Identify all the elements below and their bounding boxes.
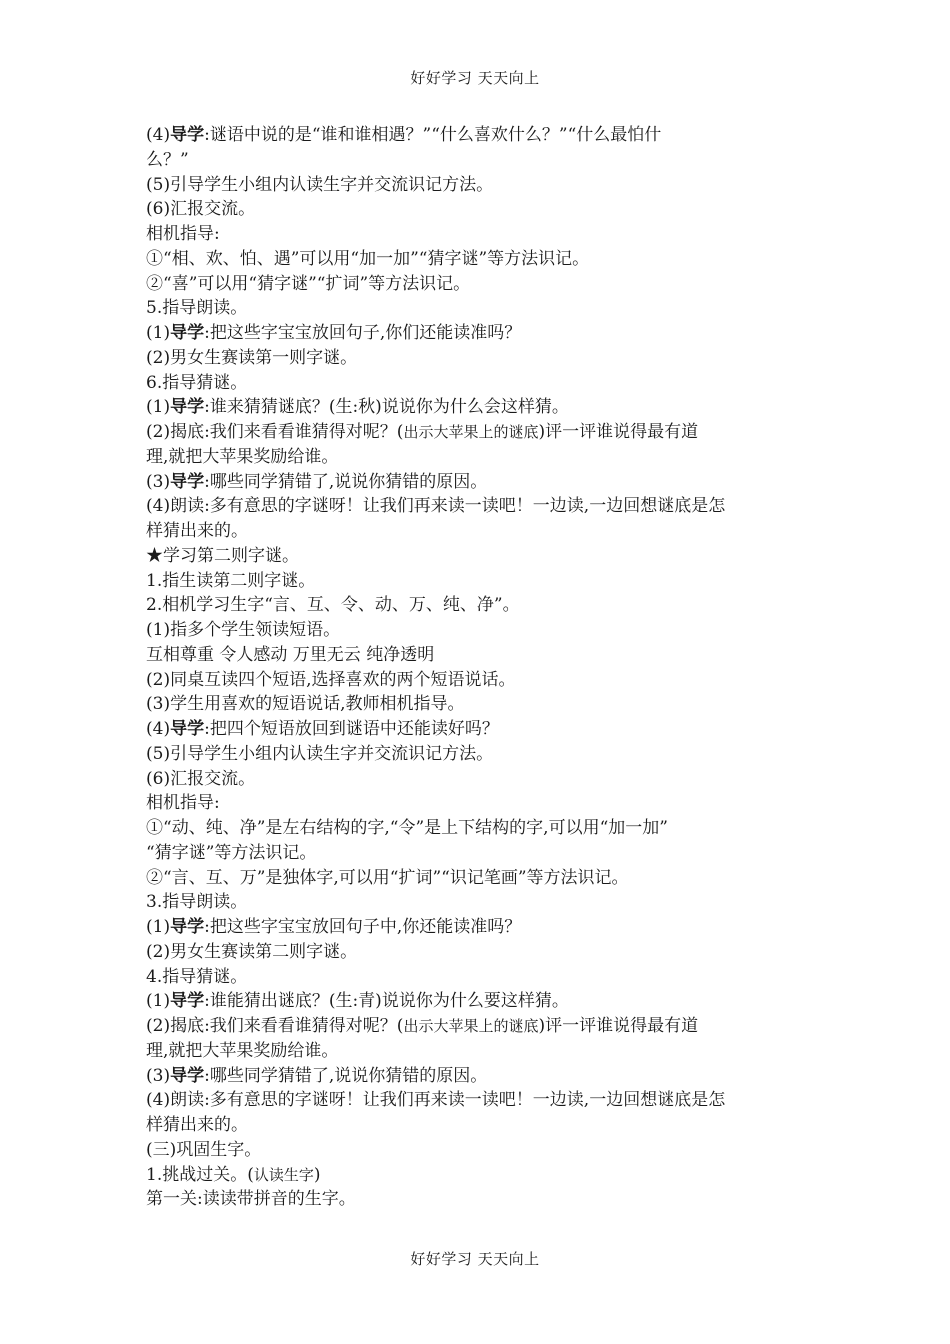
bold-label: 导学 — [170, 719, 205, 739]
text-run: )评一评谁说得最有道 — [538, 1016, 699, 1036]
text-line — [146, 791, 812, 816]
document-body — [146, 123, 812, 1212]
text-run: 第一关:读读带拼音的生字。 — [146, 1189, 356, 1210]
text-run: :把这些字宝宝放回句子中,你还能读准吗？ — [204, 917, 522, 937]
text-line — [146, 173, 812, 198]
text-line — [146, 296, 812, 321]
text-run: :哪些同学猜错了,说说你猜错的原因。 — [204, 471, 488, 492]
note-text: 出示大苹果上的谜底 — [403, 1017, 539, 1035]
text-line — [146, 470, 812, 495]
text-run: 1.挑战过关。( — [146, 1164, 254, 1185]
text-line — [146, 866, 812, 891]
text-line — [146, 445, 812, 470]
text-run: ②“言、互、万”是独体字,可以用“扩词”“识记笔画”等方法识记。 — [146, 867, 629, 888]
text-run: 样猜出来的。 — [146, 1115, 248, 1135]
text-line — [146, 767, 812, 792]
text-line — [146, 247, 812, 272]
text-run: ★学习第二则字谜。 — [146, 545, 299, 566]
note-text: 出示大苹果上的谜底 — [403, 423, 539, 441]
text-run: (三)巩固生字。 — [146, 1139, 262, 1160]
text-run: (3) — [146, 1065, 171, 1086]
text-line — [146, 222, 812, 247]
text-run: (4) — [146, 719, 171, 739]
text-run: (4)朗读:多有意思的字谜呀！让我们再来读一读吧！一边读,一边回想谜底是怎 — [146, 496, 726, 517]
note-text: 认读生字 — [253, 1165, 314, 1184]
text-line — [146, 816, 812, 841]
text-run: (1) — [146, 991, 171, 1012]
text-line — [146, 148, 812, 173]
bold-label: 导学 — [170, 991, 205, 1012]
text-line — [146, 717, 812, 742]
text-line — [146, 965, 812, 990]
text-run: (2)揭底:我们来看看谁猜得对呢？( — [146, 1016, 404, 1036]
text-line — [146, 494, 812, 519]
text-line — [146, 593, 812, 618]
bold-label: 导学 — [170, 323, 205, 343]
text-run: :哪些同学猜错了,说说你猜错的原因。 — [204, 1065, 488, 1086]
text-line — [146, 569, 812, 594]
text-run: :谁来猜猜谜底？(生:秋)说说你为什么会这样猜。 — [204, 397, 569, 418]
text-run: 样猜出来的。 — [146, 521, 248, 541]
text-line — [146, 346, 812, 371]
text-line — [146, 915, 812, 940]
text-run: (2)同桌互读四个短语,选择喜欢的两个短语说话。 — [146, 669, 516, 690]
text-run: :谁能猜出谜底？(生:青)说说你为什么要这样猜。 — [204, 991, 569, 1012]
text-run: (1)指多个学生领读短语。 — [146, 620, 341, 640]
text-line — [146, 989, 812, 1014]
text-run: 2.相机学习生字“言、互、令、动、万、纯、净”。 — [146, 595, 520, 616]
text-line — [146, 544, 812, 569]
text-run: 相机指导: — [146, 793, 220, 814]
text-run: ) — [313, 1164, 321, 1185]
text-run: ①“相、欢、怕、遇”可以用“加一加”“猜字谜”等方法识记。 — [146, 248, 590, 269]
text-run: (6)汇报交流。 — [146, 768, 256, 789]
text-run: (4)朗读:多有意思的字谜呀！让我们再来读一读吧！一边读,一边回想谜底是怎 — [146, 1090, 726, 1111]
text-line — [146, 643, 812, 668]
text-run: 么？” — [146, 149, 189, 170]
text-line — [146, 321, 812, 346]
text-line — [146, 1138, 812, 1163]
text-run: (4) — [146, 125, 171, 145]
bold-label: 导学 — [170, 471, 205, 492]
text-line — [146, 272, 812, 297]
text-line — [146, 519, 812, 544]
text-line — [146, 420, 812, 445]
text-line — [146, 1163, 812, 1188]
text-run: (2)男女生赛读第一则字谜。 — [146, 347, 358, 368]
text-line — [146, 841, 812, 866]
text-run: “猜字谜”等方法识记。 — [146, 842, 317, 863]
page-footer: 好好学习 天天向上 — [410, 1250, 540, 1268]
text-run: (5)引导学生小组内认读生字并交流识记方法。 — [146, 743, 494, 764]
text-line — [146, 1187, 812, 1212]
text-run: (2)男女生赛读第二则字谜。 — [146, 941, 358, 962]
text-line — [146, 890, 812, 915]
text-run: ①“动、纯、净”是左右结构的字,“令”是上下结构的字,可以用“加一加” — [146, 818, 668, 838]
text-run: 理,就把大苹果奖励给谁。 — [146, 1040, 339, 1061]
text-run: ②“喜”可以用“猜字谜”“扩词”等方法识记。 — [146, 273, 471, 294]
bold-label: 导学 — [170, 1065, 205, 1086]
text-run: )评一评谁说得最有道 — [538, 422, 699, 442]
text-run: 理,就把大苹果奖励给谁。 — [146, 446, 339, 467]
text-run: (3) — [146, 471, 171, 492]
text-run: 1.指生读第二则字谜。 — [146, 570, 316, 591]
bold-label: 导学 — [170, 917, 205, 937]
text-line — [146, 395, 812, 420]
text-run: :把四个短语放回到谜语中还能读好吗？ — [204, 719, 499, 739]
text-line — [146, 940, 812, 965]
text-line — [146, 618, 812, 643]
text-line — [146, 1113, 812, 1138]
text-run: (5)引导学生小组内认读生字并交流识记方法。 — [146, 174, 494, 195]
bold-label: 导学 — [170, 397, 205, 418]
text-run: 6.指导猜谜。 — [146, 372, 248, 393]
text-run: 相机指导: — [146, 224, 220, 244]
text-line — [146, 1088, 812, 1113]
text-line — [146, 1039, 812, 1064]
bold-label: 导学 — [170, 125, 205, 145]
text-run: 5.指导朗读。 — [146, 298, 248, 319]
text-line — [146, 1014, 812, 1039]
text-run: (1) — [146, 397, 171, 418]
text-line — [146, 692, 812, 717]
text-run: (6)汇报交流。 — [146, 199, 256, 220]
text-line — [146, 668, 812, 693]
text-run: 互相尊重 令人感动 万里无云 纯净透明 — [146, 644, 435, 665]
text-line — [146, 1064, 812, 1089]
text-run: (2)揭底:我们来看看谁猜得对呢？( — [146, 422, 404, 442]
text-run: 4.指导猜谜。 — [146, 966, 248, 987]
text-run: (1) — [146, 323, 171, 343]
page-header: 好好学习 天天向上 — [410, 69, 540, 87]
text-line — [146, 742, 812, 767]
text-line — [146, 197, 812, 222]
text-run: (3)学生用喜欢的短语说话,教师相机指导。 — [146, 694, 465, 715]
text-line — [146, 123, 812, 148]
text-run: 3.指导朗读。 — [146, 892, 248, 913]
text-run: :把这些字宝宝放回句子,你们还能读准吗？ — [204, 323, 522, 343]
text-line — [146, 371, 812, 396]
text-run: :谜语中说的是“谁和谁相遇？”“什么喜欢什么？”“什么最怕什 — [204, 125, 662, 145]
text-run: (1) — [146, 917, 171, 937]
